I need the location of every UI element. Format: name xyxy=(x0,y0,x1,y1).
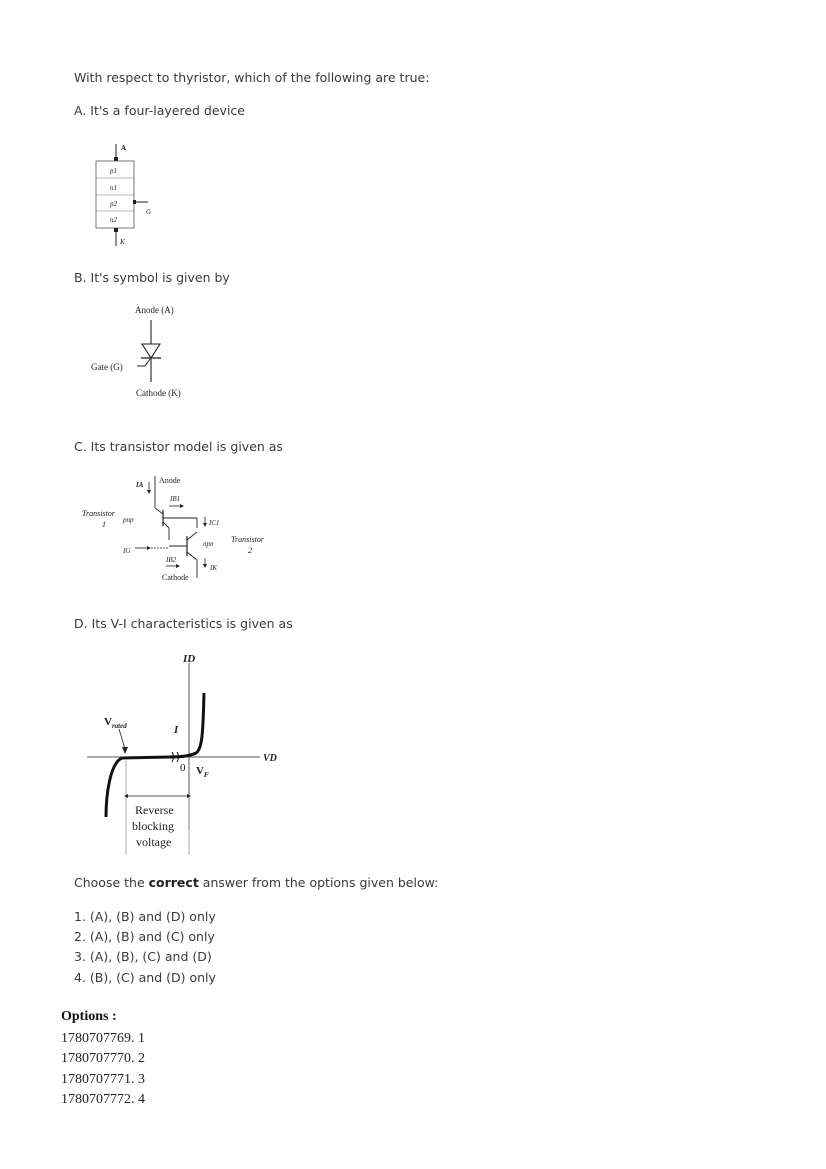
ig-label: IG xyxy=(123,547,131,555)
statement-b: B. It's symbol is given by xyxy=(74,270,230,285)
pnp-label: pnp xyxy=(123,516,134,524)
x-axis-label: VD xyxy=(263,753,277,764)
terminal-a-label: A xyxy=(121,144,127,152)
anode-label-c: Anode xyxy=(159,476,181,485)
thyristor-symbol xyxy=(85,300,215,405)
statement-a: A. It's a four-layered device xyxy=(74,103,245,118)
layer-n2: n2 xyxy=(110,216,117,224)
vi-characteristics-graph xyxy=(82,645,287,860)
option-id-item: 1780707770. 2 xyxy=(61,1051,145,1067)
choice-item: 3. (A), (B), (C) and (D) xyxy=(74,949,212,965)
option-id-item: 1780707772. 4 xyxy=(61,1091,145,1107)
layer-n1: n1 xyxy=(110,184,117,192)
choice-item: 1. (A), (B) and (D) only xyxy=(74,909,216,924)
choose-bold-word: correct xyxy=(148,875,199,890)
options-id-list xyxy=(61,1029,145,1110)
reverse-label-line2: blocking xyxy=(132,819,174,833)
current-label: I xyxy=(174,724,179,736)
npn-label: npn xyxy=(203,540,214,548)
ia-label: IA xyxy=(136,481,144,489)
transistor1-label: Transistor xyxy=(82,509,115,518)
transistor-model-diagram xyxy=(75,470,285,585)
option-id-item: 1780707771. 3 xyxy=(61,1071,145,1087)
transistor2-number: 2 xyxy=(248,546,252,555)
statement-d: D. Its V-I characteristics is given as xyxy=(74,616,293,631)
options-title: Options : xyxy=(61,1009,117,1024)
reverse-label-line3: voltage xyxy=(136,835,172,849)
option-id-item: 1780707769. 1 xyxy=(61,1031,145,1046)
transistor2-label: Transistor xyxy=(231,535,264,544)
four-layer-diagram xyxy=(90,140,170,250)
choose-instruction: Choose the correct answer from the options given below: xyxy=(74,875,439,890)
ic1-label: IC1 xyxy=(209,519,220,527)
anode-label: Anode (A) xyxy=(135,305,174,315)
choice-item: 4. (B), (C) and (D) only xyxy=(74,969,216,985)
reverse-label-line1: Reverse xyxy=(135,803,174,817)
origin-label: 0 xyxy=(180,762,186,774)
question-stem: With respect to thyristor, which of the following are true: xyxy=(74,70,430,85)
vf-label: $V_F$ xyxy=(196,765,209,779)
layer-p2: p2 xyxy=(110,200,117,208)
terminal-k-label: K xyxy=(120,238,125,246)
ib1-label: IB1 xyxy=(170,495,181,503)
choice-list xyxy=(74,907,216,988)
statement-c: C. Its transistor model is given as xyxy=(74,439,283,454)
ik-label: IK xyxy=(210,564,217,572)
gate-label: Gate (G) xyxy=(91,362,123,372)
cathode-label: Cathode (K) xyxy=(136,388,181,398)
cathode-label-c: Cathode xyxy=(162,573,189,582)
ib2-label: IB2 xyxy=(166,556,177,564)
terminal-g-label: G xyxy=(146,208,152,216)
transistor1-number: 1 xyxy=(102,520,106,529)
choice-item: 2. (A), (B) and (C) only xyxy=(74,929,215,945)
layer-p1: p1 xyxy=(110,167,117,175)
y-axis-label: ID xyxy=(183,653,196,665)
v-rated-label: $V_{rated}$ xyxy=(104,716,127,730)
